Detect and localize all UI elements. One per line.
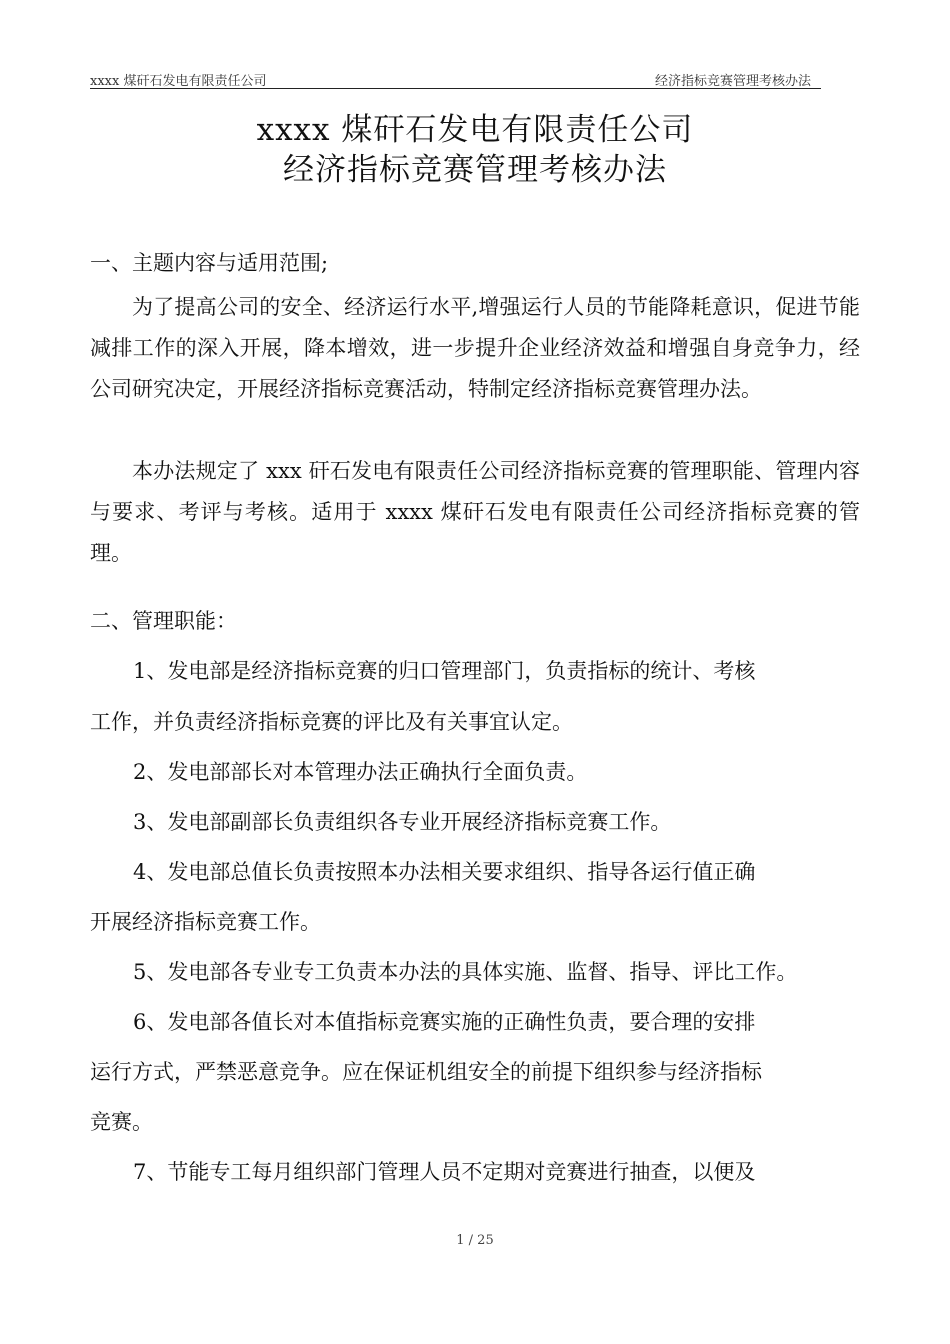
doc-title-company: xxxx 煤矸石发电有限责任公司 [256,112,694,148]
item-5: 5、发电部各专业专工负责本办法的具体实施、监督、指导、评比工作。 [133,960,798,984]
item-6-line-1: 6、发电部各值长对本值指标竞赛实施的正确性负责，要合理的安排 [133,1010,756,1034]
item-3: 3、发电部副部长负责组织各专业开展经济指标竞赛工作。 [133,810,672,834]
item-6-line-3: 竞赛。 [90,1110,153,1134]
item-2: 2、发电部部长对本管理办法正确执行全面负责。 [133,760,588,784]
header-doc-title: 经济指标竞赛管理考核办法 [654,74,811,89]
doc-title-name: 经济指标竞赛管理考核办法 [283,152,667,188]
header-company: xxxx 煤矸石发电有限责任公司 [90,74,267,89]
item-4-line-1: 4、发电部总值长负责按照本办法相关要求组织、指导各运行值正确 [133,860,756,884]
item-7-line-1: 7、节能专工每月组织部门管理人员不定期对竞赛进行抽查，以便及 [133,1160,756,1184]
page-number: 1 / 25 [456,1233,494,1248]
section-1-paragraph-1: 为了提高公司的安全、经济运行水平,增强运行人员的节能降耗意识，促进节能减排工作的深入开展，降本增效，进一步提升企业经济效益和增强自身竞争力，经公司研究决定，开展经济指标竞赛活动，特制定经济指标竞赛管理办法。 [90,295,860,401]
running-header [90,68,821,89]
section-1-paragraph-2: 本办法规定了 xxx 矸石发电有限责任公司经济指标竞赛的管理职能、管理内容与要求、考评与考核。适用于 xxxx 煤矸石发电有限责任公司经济指标竞赛的管理。 [90,459,860,565]
item-6-line-2: 运行方式，严禁恶意竞争。应在保证机组安全的前提下组织参与经济指标 [90,1060,762,1084]
item-1-line-2: 工作，并负责经济指标竞赛的评比及有关事宜认定。 [90,710,573,734]
section-2-heading: 二、管理职能： [90,609,237,633]
item-4-line-2: 开展经济指标竞赛工作。 [90,910,321,934]
item-1-line-1: 1、发电部是经济指标竞赛的归口管理部门，负责指标的统计、考核 [133,659,756,683]
section-1-heading: 一、主题内容与适用范围; [90,251,329,275]
